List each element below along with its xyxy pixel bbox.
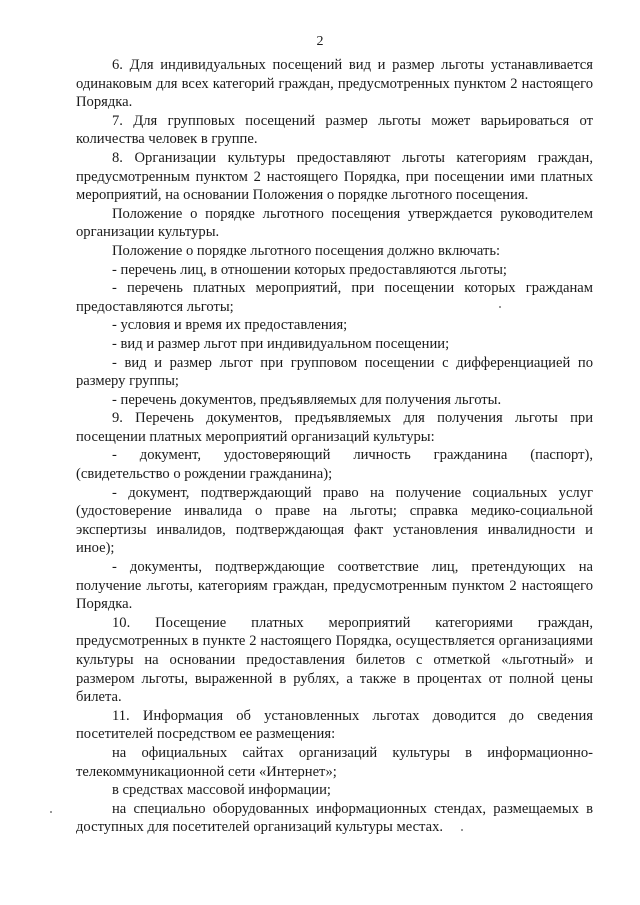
- paragraph-9: 9. Перечень документов, предъявляемых для получения льготы при посещении платных мероприятий организаций культуры:: [76, 410, 593, 445]
- list-item: - документ, подтверждающий право на получение социальных услуг (удостоверение инвалида о праве на льготы; справка медико-социальной экспертизы инвалидов, подтверждающая факт установления инвалидности и иное);: [76, 484, 593, 557]
- page-number: 2: [316, 34, 324, 49]
- paragraph-11: 11. Информация об установленных льготах доводится до сведения посетителей посредством ее размещения:: [76, 707, 593, 743]
- list-item: - перечень платных мероприятий, при посещении которых гражданам предоставляются льготы;: [76, 280, 593, 315]
- scan-speck: [50, 811, 52, 813]
- list-item: - перечень документов, предъявляемых для получения льготы.: [112, 391, 502, 408]
- list-item: на специально оборудованных информационных стендах, размещаемых в доступных для посетителей организаций культуры местах.: [76, 800, 593, 836]
- scan-speck: [499, 306, 501, 308]
- list-item: - документ, удостоверяющий личность гражданина (паспорт), (свидетельство о рождении гражданина);: [76, 447, 593, 483]
- list-item: - документы, подтверждающие соответствие лиц, претендующих на получение льготы, категориям граждан, предусмотренным пунктом 2 настоящего Порядка.: [76, 559, 593, 613]
- paragraph-regulation-approval: Положение о порядке льготного посещения утверждается руководителем организации культуры.: [76, 205, 593, 241]
- paragraph-6: 6. Для индивидуальных посещений вид и размер льготы устанавливается одинаковым для всех категорий граждан, предусмотренных пунктом 2 настоящего Порядка.: [76, 57, 593, 111]
- scan-speck: [461, 829, 463, 831]
- paragraph-8: 8. Организации культуры предоставляют льготы категориям граждан, предусмотренным пунктом 2 настоящего Порядка, при посещении ими платных мероприятий, на основании Положения о порядке льготного посещения.: [76, 149, 593, 204]
- list-item: - вид и размер льгот при индивидуальном посещении;: [112, 335, 450, 352]
- list-item: - условия и время их предоставления;: [112, 317, 348, 334]
- list-item: на официальных сайтах организаций культуры в информационно-телекоммуникационной сети «Интернет»;: [76, 744, 593, 780]
- list-item: - вид и размер льгот при групповом посещении с дифференциацией по размеру группы;: [76, 354, 593, 390]
- list-item: - перечень лиц, в отношении которых предоставляются льготы;: [112, 261, 507, 278]
- paragraph-regulation-contents: Положение о порядке льготного посещения должно включать:: [112, 242, 501, 259]
- document-body: [76, 56, 593, 837]
- paragraph-7: 7. Для групповых посещений размер льготы может варьироваться от количества человек в группе.: [76, 112, 593, 148]
- paragraph-10: 10. Посещение платных мероприятий категориями граждан, предусмотренных в пункте 2 настоящего Порядка, осуществляется организациями культуры на основании предоставления билетов с отметкой «льготный» и размером льготы, выраженной в рублях, а также в процентах от полной цены билета.: [76, 614, 593, 706]
- list-item: в средствах массовой информации;: [112, 782, 331, 799]
